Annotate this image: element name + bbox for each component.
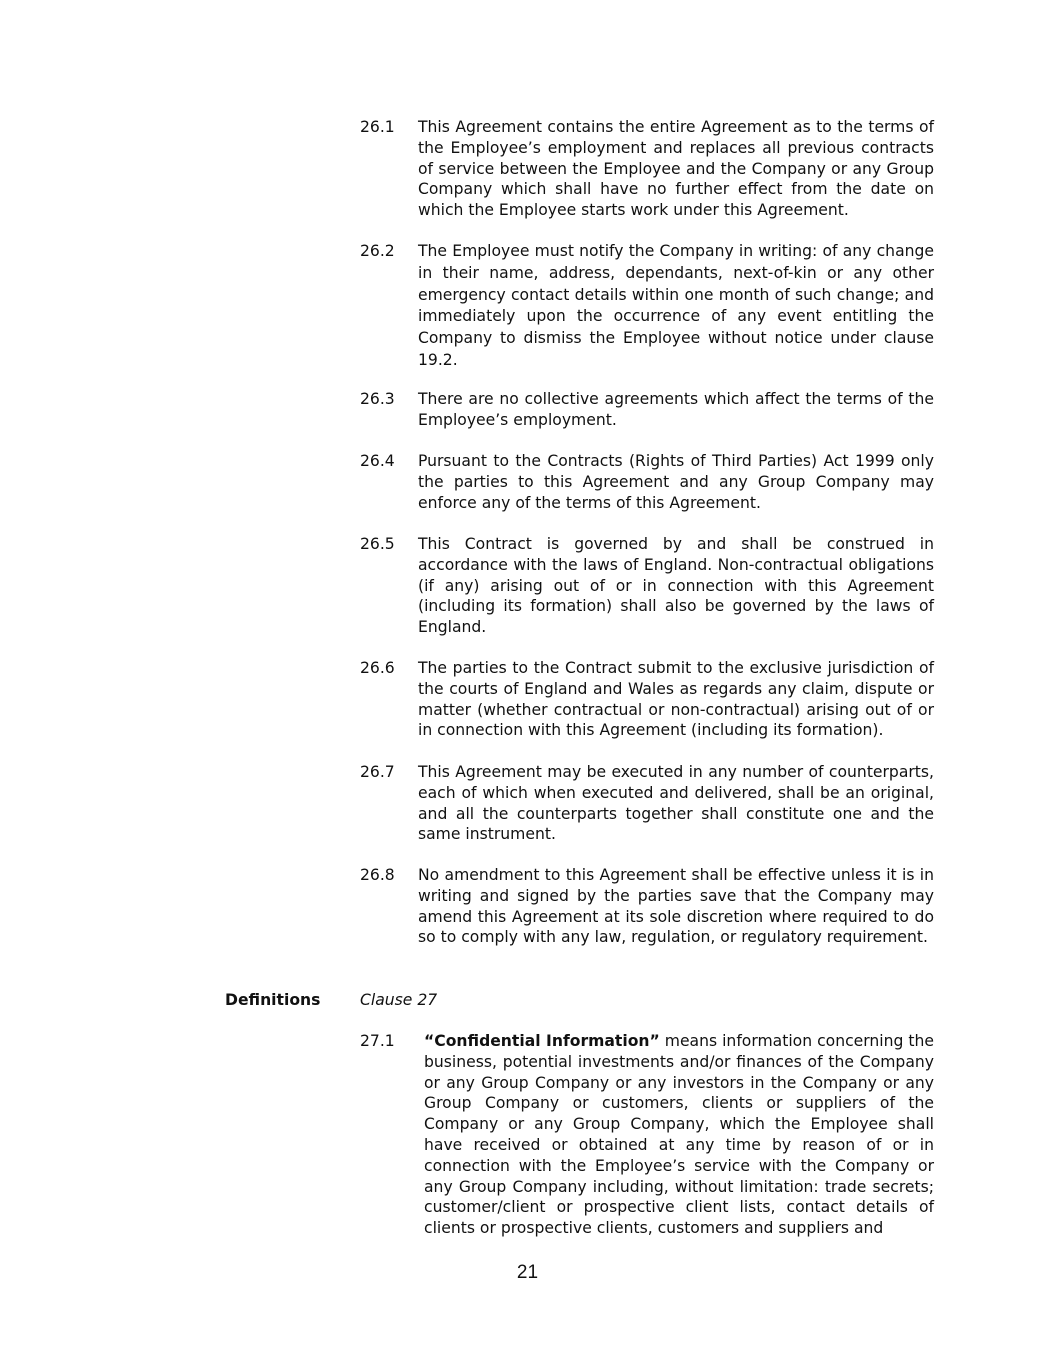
clause-text: Pursuant to the Contracts (Rights of Third Parties) Act 1999 only the parties to this Agreement and any Group Company may enforce any of the terms of this Agreement. <box>418 452 934 512</box>
clause-26-1 <box>360 117 934 221</box>
definition-text: means information concerning the business, potential investments and/or finances of the Company or any Group Company or any investors in the Company or any Group Company or customers, clients or suppliers of the Company or any Group Company, which the Employee shall have received or obtained at any time by reason of or in connection with the Employee’s service with the Company or any Group Company including, without limitation: trade secrets; customer/client or prospective client lists, contact details of clients or prospective clients, customers and suppliers and <box>424 1032 934 1238</box>
clause-26-3 <box>360 389 934 431</box>
clause-26-8 <box>360 865 934 948</box>
clause-text: This Agreement may be executed in any number of counterparts, each of which when executed and delivered, shall be an original, and all the counterparts together shall constitute one and the same instrument. <box>418 763 934 844</box>
clause-number: 26.6 <box>360 659 395 677</box>
clause-number: 26.2 <box>360 242 395 260</box>
clause-27-1 <box>360 1031 934 1239</box>
clause-number: 26.1 <box>360 118 395 136</box>
clause-text: This Contract is governed by and shall be construed in accordance with the laws of England. Non-contractual obligations (if any) arising out of or in connection with this Agreement (including its formation) shall also be governed by the laws of England. <box>418 535 934 637</box>
clause-text: There are no collective agreements which affect the terms of the Employee’s employment. <box>418 390 934 429</box>
clause-26-7 <box>360 762 934 845</box>
clause-text <box>424 1031 934 1239</box>
clause-26-2 <box>360 241 934 372</box>
clause-27-heading: Clause 27 <box>360 991 438 1009</box>
clause-number: 26.8 <box>360 866 395 884</box>
clause-text: No amendment to this Agreement shall be effective unless it is in writing and signed by the parties save that the Company may amend this Agreement at its sole discretion where required to do so to comply with any law, regulation, or regulatory requirement. <box>418 866 934 947</box>
clause-number: 27.1 <box>360 1032 395 1050</box>
definitions-side-heading: Definitions <box>225 991 321 1009</box>
defined-term: “Confidential Information” <box>424 1032 660 1050</box>
clause-26-5 <box>360 534 934 638</box>
page-number: 21 <box>516 1262 539 1283</box>
clause-number: 26.3 <box>360 390 395 408</box>
clause-26-6 <box>360 658 934 741</box>
clause-number: 26.5 <box>360 535 395 553</box>
clause-number: 26.7 <box>360 763 395 781</box>
clause-text: This Agreement contains the entire Agreement as to the terms of the Employee’s employment and replaces all previous contracts of service between the Employee and the Company or any Group Company which shall have no further effect from the date on which the Employee starts work under this Agreement. <box>418 118 934 220</box>
clause-26-4 <box>360 451 934 513</box>
clause-text: The Employee must notify the Company in writing: of any change in their name, address, dependants, next-of-kin or any other emergency contact details within one month of such change; and immediately upon the occurrence of any event entitling the Company to dismiss the Employee without notice under clause 19.2. <box>418 242 934 369</box>
clause-text: The parties to the Contract submit to the exclusive jurisdiction of the courts of England and Wales as regards any claim, dispute or matter (whether contractual or non-contractual) arising out of or in connection with this Agreement (including its formation). <box>418 659 934 740</box>
clause-number: 26.4 <box>360 452 395 470</box>
